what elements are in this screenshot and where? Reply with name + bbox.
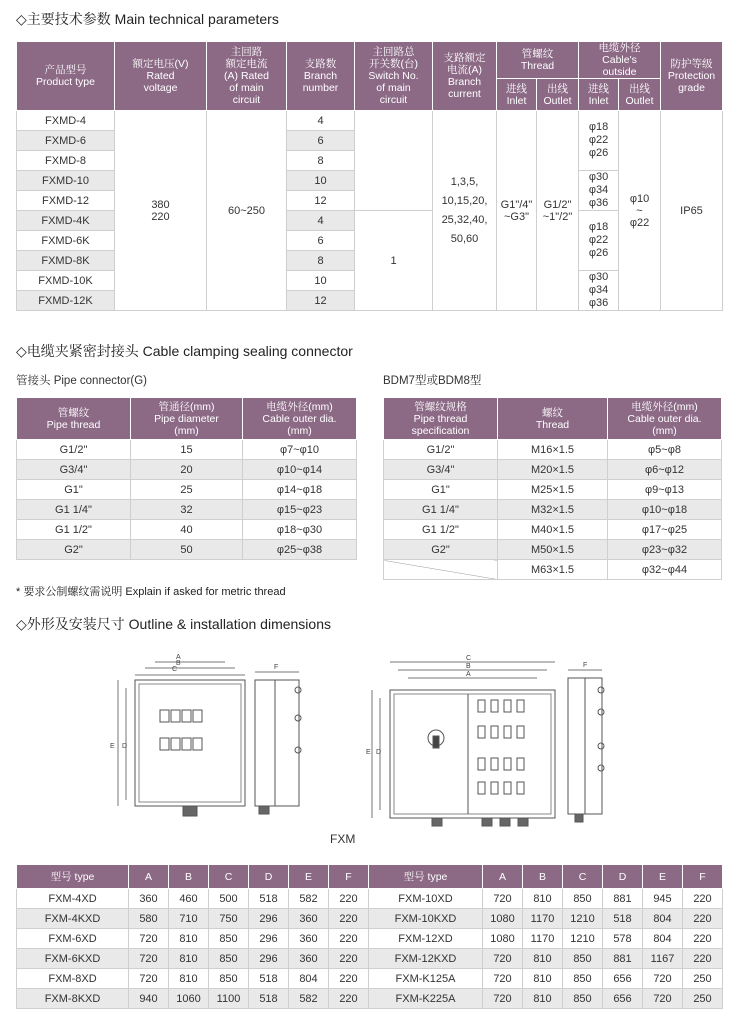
table-cell: φ10~φ18 xyxy=(608,500,722,520)
table-cell: 518 xyxy=(249,889,289,909)
table-cell: G1" xyxy=(17,480,131,500)
table-cell: 220 xyxy=(683,909,723,929)
switch-empty-cell xyxy=(355,111,433,211)
model-cell: FXMD-12K xyxy=(17,291,115,311)
empty-diagonal-cell xyxy=(384,560,498,580)
table-cell: 220 xyxy=(329,969,369,989)
table-cell: 810 xyxy=(169,929,209,949)
table-cell: 20 xyxy=(131,460,243,480)
table-cell: FXM-12KXD xyxy=(369,949,483,969)
table-cell: G1 1/2" xyxy=(17,520,131,540)
small-box-side-view xyxy=(255,664,301,814)
svg-text:A: A xyxy=(466,671,471,678)
table-cell: φ6~φ12 xyxy=(608,460,722,480)
header-cable-outlet: 出线 Outlet xyxy=(619,79,661,111)
table-cell: 1100 xyxy=(209,989,249,1009)
table-cell: 220 xyxy=(683,889,723,909)
table-cell: 25 xyxy=(131,480,243,500)
table-cell: M20×1.5 xyxy=(498,460,608,480)
large-box-front-view xyxy=(366,655,555,826)
table-cell: FXM-10XD xyxy=(369,889,483,909)
table-cell: 50 xyxy=(131,540,243,560)
model-cell: FXMD-6K xyxy=(17,231,115,251)
header-c: C xyxy=(563,865,603,889)
table-cell: M32×1.5 xyxy=(498,500,608,520)
table-cell: 250 xyxy=(683,989,723,1009)
header-rated-voltage: 额定电压(V) Rated voltage xyxy=(115,42,207,111)
table-cell: M50×1.5 xyxy=(498,540,608,560)
table-cell: M63×1.5 xyxy=(498,560,608,580)
table-cell: 220 xyxy=(329,949,369,969)
header-a: A xyxy=(483,865,523,889)
svg-text:A: A xyxy=(176,654,181,661)
table-cell: 582 xyxy=(289,989,329,1009)
pipe-connector-table xyxy=(16,397,357,560)
header-type: 型号 type xyxy=(369,865,483,889)
svg-text:E: E xyxy=(366,749,371,756)
model-cell: FXMD-8 xyxy=(17,151,115,171)
table-cell: 518 xyxy=(603,909,643,929)
header-b: B xyxy=(169,865,209,889)
table-cell: 810 xyxy=(169,949,209,969)
thread-inlet-cell: G1"/4" ~G3" xyxy=(497,111,537,311)
table-cell: φ7~φ10 xyxy=(243,440,357,460)
header-f: F xyxy=(683,865,723,889)
branch-number-cell: 10 xyxy=(287,271,355,291)
table-cell: 1167 xyxy=(643,949,683,969)
table-cell: FXM-8KXD xyxy=(17,989,129,1009)
table-cell: FXM-K125A xyxy=(369,969,483,989)
header-thread: 螺纹 Thread xyxy=(498,398,608,440)
header-e: E xyxy=(289,865,329,889)
table-cell: 850 xyxy=(209,949,249,969)
header-branch-number: 支路数 Branch number xyxy=(287,42,355,111)
table-cell: 518 xyxy=(249,969,289,989)
header-cable-outside: 电缆外径 Cable's outside xyxy=(579,42,661,79)
table-cell: 804 xyxy=(643,909,683,929)
table-cell: 360 xyxy=(289,949,329,969)
table-cell: 850 xyxy=(563,949,603,969)
dimensions-table xyxy=(16,864,723,1009)
table-cell: 220 xyxy=(329,929,369,949)
table-cell: G2" xyxy=(17,540,131,560)
table-cell: 720 xyxy=(483,889,523,909)
table-cell: FXM-8XD xyxy=(17,969,129,989)
svg-text:F: F xyxy=(583,662,588,669)
table-cell: 1060 xyxy=(169,989,209,1009)
header-b: B xyxy=(523,865,563,889)
header-e: E xyxy=(643,865,683,889)
pipe-connector-label: 管接头 Pipe connector(G) xyxy=(16,375,148,387)
table-cell: 1210 xyxy=(563,929,603,949)
header-pipe-thread: 管螺纹 Pipe thread xyxy=(17,398,131,440)
table-cell: 940 xyxy=(129,989,169,1009)
table-cell: 40 xyxy=(131,520,243,540)
section-title-outline: ◇外形及安装尺寸 Outline & installation dimensions xyxy=(16,616,331,632)
large-box-side-view xyxy=(568,662,604,822)
header-d: D xyxy=(603,865,643,889)
table-cell: 15 xyxy=(131,440,243,460)
table-cell: 1080 xyxy=(483,909,523,929)
table-cell: 850 xyxy=(209,929,249,949)
table-cell: 850 xyxy=(563,889,603,909)
branch-current-cell: 1,3,5, 10,15,20, 25,32,40, 50,60 xyxy=(433,111,497,311)
bdm-thread-table xyxy=(383,397,722,580)
table-cell: 220 xyxy=(329,909,369,929)
table-cell: M16×1.5 xyxy=(498,440,608,460)
header-c: C xyxy=(209,865,249,889)
table-cell: φ23~φ32 xyxy=(608,540,722,560)
table-cell: 656 xyxy=(603,989,643,1009)
table-cell: G1" xyxy=(384,480,498,500)
table-cell: 500 xyxy=(209,889,249,909)
svg-text:F: F xyxy=(274,664,279,671)
svg-text:D: D xyxy=(376,749,382,756)
table-cell: M25×1.5 xyxy=(498,480,608,500)
table-cell: FXM-6KXD xyxy=(17,949,129,969)
cable-inlet-group-3: φ18 φ22 φ26 xyxy=(579,211,619,271)
table-cell: FXM-10KXD xyxy=(369,909,483,929)
main-current-cell: 60~250 xyxy=(207,111,287,311)
header-thread-outlet: 出线 Outlet xyxy=(537,79,579,111)
table-cell: 518 xyxy=(249,989,289,1009)
table-cell: φ14~φ18 xyxy=(243,480,357,500)
table-cell: 810 xyxy=(169,969,209,989)
table-cell: 881 xyxy=(603,889,643,909)
drawing-caption: FXM xyxy=(330,832,356,846)
cable-inlet-group-2: φ30 φ34 φ36 xyxy=(579,171,619,211)
model-cell: FXMD-10 xyxy=(17,171,115,191)
table-cell: 296 xyxy=(249,909,289,929)
table-cell: 360 xyxy=(289,909,329,929)
header-switch-no: 主回路总 开关数(台) Switch No. of main circuit xyxy=(355,42,433,111)
thread-outlet-cell: G1/2" ~1"/2" xyxy=(537,111,579,311)
header-f: F xyxy=(329,865,369,889)
table-cell: φ18~φ30 xyxy=(243,520,357,540)
svg-text:B: B xyxy=(176,660,181,667)
model-cell: FXMD-8K xyxy=(17,251,115,271)
table-cell: 220 xyxy=(683,949,723,969)
table-cell: 360 xyxy=(289,929,329,949)
table-cell: 1080 xyxy=(483,929,523,949)
header-pipe-diameter: 管通径(mm) Pipe diameter (mm) xyxy=(131,398,243,440)
table-cell: 850 xyxy=(563,989,603,1009)
table-cell: 296 xyxy=(249,929,289,949)
section-title-cable: ◇电缆夹紧密封接头 Cable clamping sealing connector xyxy=(16,343,353,359)
table-cell: 578 xyxy=(603,929,643,949)
section-title-technical: ◇主要技术参数 Main technical parameters xyxy=(16,11,279,27)
cable-inlet-group-4: φ30 φ34 φ36 xyxy=(579,271,619,311)
table-cell: 810 xyxy=(523,989,563,1009)
header-thread-inlet: 进线 Inlet xyxy=(497,79,537,111)
table-cell: G1 1/4" xyxy=(384,500,498,520)
header-product-type: 产品型号 Product type xyxy=(17,42,115,111)
svg-text:E: E xyxy=(110,743,115,750)
table-cell: 720 xyxy=(483,989,523,1009)
table-cell: 720 xyxy=(643,969,683,989)
table-cell: 220 xyxy=(683,929,723,949)
table-cell: 32 xyxy=(131,500,243,520)
table-cell: G1 1/4" xyxy=(17,500,131,520)
protection-cell: IP65 xyxy=(661,111,723,311)
table-cell: 720 xyxy=(483,969,523,989)
svg-text:C: C xyxy=(172,666,178,673)
table-cell: G1/2" xyxy=(17,440,131,460)
table-cell: 1170 xyxy=(523,929,563,949)
table-cell: 850 xyxy=(209,969,249,989)
header-thread: 管螺纹 Thread xyxy=(497,42,579,79)
metric-thread-note: * 要求公制螺纹需说明 Explain if asked for metric thread xyxy=(16,586,286,598)
svg-text:C: C xyxy=(466,655,472,662)
branch-number-cell: 8 xyxy=(287,151,355,171)
bdm-label: BDM7型或BDM8型 xyxy=(383,375,482,387)
model-cell: FXMD-10K xyxy=(17,271,115,291)
branch-number-cell: 12 xyxy=(287,291,355,311)
header-d: D xyxy=(249,865,289,889)
cable-outlet-cell: φ10 ~ φ22 xyxy=(619,111,661,311)
table-cell: 720 xyxy=(643,989,683,1009)
table-cell: 1170 xyxy=(523,909,563,929)
header-cable-inlet: 进线 Inlet xyxy=(579,79,619,111)
table-cell: 881 xyxy=(603,949,643,969)
table-cell: 750 xyxy=(209,909,249,929)
table-cell: G3/4" xyxy=(384,460,498,480)
table-cell: 720 xyxy=(483,949,523,969)
table-cell: φ17~φ25 xyxy=(608,520,722,540)
header-type: 型号 type xyxy=(17,865,129,889)
branch-number-cell: 6 xyxy=(287,131,355,151)
table-cell: 656 xyxy=(603,969,643,989)
table-cell: φ10~φ14 xyxy=(243,460,357,480)
table-cell: G3/4" xyxy=(17,460,131,480)
switch-no-cell: 1 xyxy=(355,211,433,311)
branch-number-cell: 4 xyxy=(287,111,355,131)
table-cell: 296 xyxy=(249,949,289,969)
cable-inlet-group-1: φ18 φ22 φ26 xyxy=(579,111,619,171)
table-cell: FXM-4KXD xyxy=(17,909,129,929)
svg-text:D: D xyxy=(122,743,128,750)
header-cable-outer-dia: 电缆外径(mm) Cable outer dia. (mm) xyxy=(608,398,722,440)
model-cell: FXMD-4K xyxy=(17,211,115,231)
table-cell: 810 xyxy=(523,969,563,989)
branch-number-cell: 4 xyxy=(287,211,355,231)
header-pipe-thread-spec: 管螺纹规格 Pipe thread specification xyxy=(384,398,498,440)
table-cell: 1210 xyxy=(563,909,603,929)
table-cell: 582 xyxy=(289,889,329,909)
table-cell: 810 xyxy=(523,949,563,969)
table-cell: 945 xyxy=(643,889,683,909)
table-cell: FXM-12XD xyxy=(369,929,483,949)
header-branch-current: 支路额定 电流(A) Branch current xyxy=(433,42,497,111)
branch-number-cell: 10 xyxy=(287,171,355,191)
table-cell: G1/2" xyxy=(384,440,498,460)
table-cell: FXM-K225A xyxy=(369,989,483,1009)
branch-number-cell: 6 xyxy=(287,231,355,251)
table-cell: M40×1.5 xyxy=(498,520,608,540)
header-a: A xyxy=(129,865,169,889)
table-cell: 850 xyxy=(563,969,603,989)
header-main-current: 主回路 额定电流 (A) Rated of main circuit xyxy=(207,42,287,111)
branch-number-cell: 12 xyxy=(287,191,355,211)
table-cell: φ15~φ23 xyxy=(243,500,357,520)
table-cell: 810 xyxy=(523,889,563,909)
technical-parameters-table xyxy=(16,41,723,311)
outline-drawing xyxy=(0,650,750,830)
table-cell: φ5~φ8 xyxy=(608,440,722,460)
model-cell: FXMD-12 xyxy=(17,191,115,211)
table-cell: 220 xyxy=(329,989,369,1009)
table-cell: 220 xyxy=(329,889,369,909)
table-cell: FXM-6XD xyxy=(17,929,129,949)
header-protection-grade: 防护等级 Protection grade xyxy=(661,42,723,111)
table-cell: 710 xyxy=(169,909,209,929)
table-cell: G2" xyxy=(384,540,498,560)
table-cell: 720 xyxy=(129,929,169,949)
table-cell: FXM-4XD xyxy=(17,889,129,909)
table-cell: 720 xyxy=(129,949,169,969)
table-cell: 460 xyxy=(169,889,209,909)
svg-text:B: B xyxy=(466,663,471,670)
voltage-cell: 380 220 xyxy=(115,111,207,311)
table-cell: φ9~φ13 xyxy=(608,480,722,500)
table-cell: 250 xyxy=(683,969,723,989)
table-cell: φ25~φ38 xyxy=(243,540,357,560)
table-cell: 804 xyxy=(289,969,329,989)
table-cell: 580 xyxy=(129,909,169,929)
table-cell: 720 xyxy=(129,969,169,989)
header-cable-outer-dia: 电缆外径(mm) Cable outer dia. (mm) xyxy=(243,398,357,440)
table-cell: 360 xyxy=(129,889,169,909)
table-cell: φ32~φ44 xyxy=(608,560,722,580)
table-cell: G1 1/2" xyxy=(384,520,498,540)
table-cell: 804 xyxy=(643,929,683,949)
model-cell: FXMD-4 xyxy=(17,111,115,131)
branch-number-cell: 8 xyxy=(287,251,355,271)
small-box-front-view xyxy=(118,654,245,816)
model-cell: FXMD-6 xyxy=(17,131,115,151)
